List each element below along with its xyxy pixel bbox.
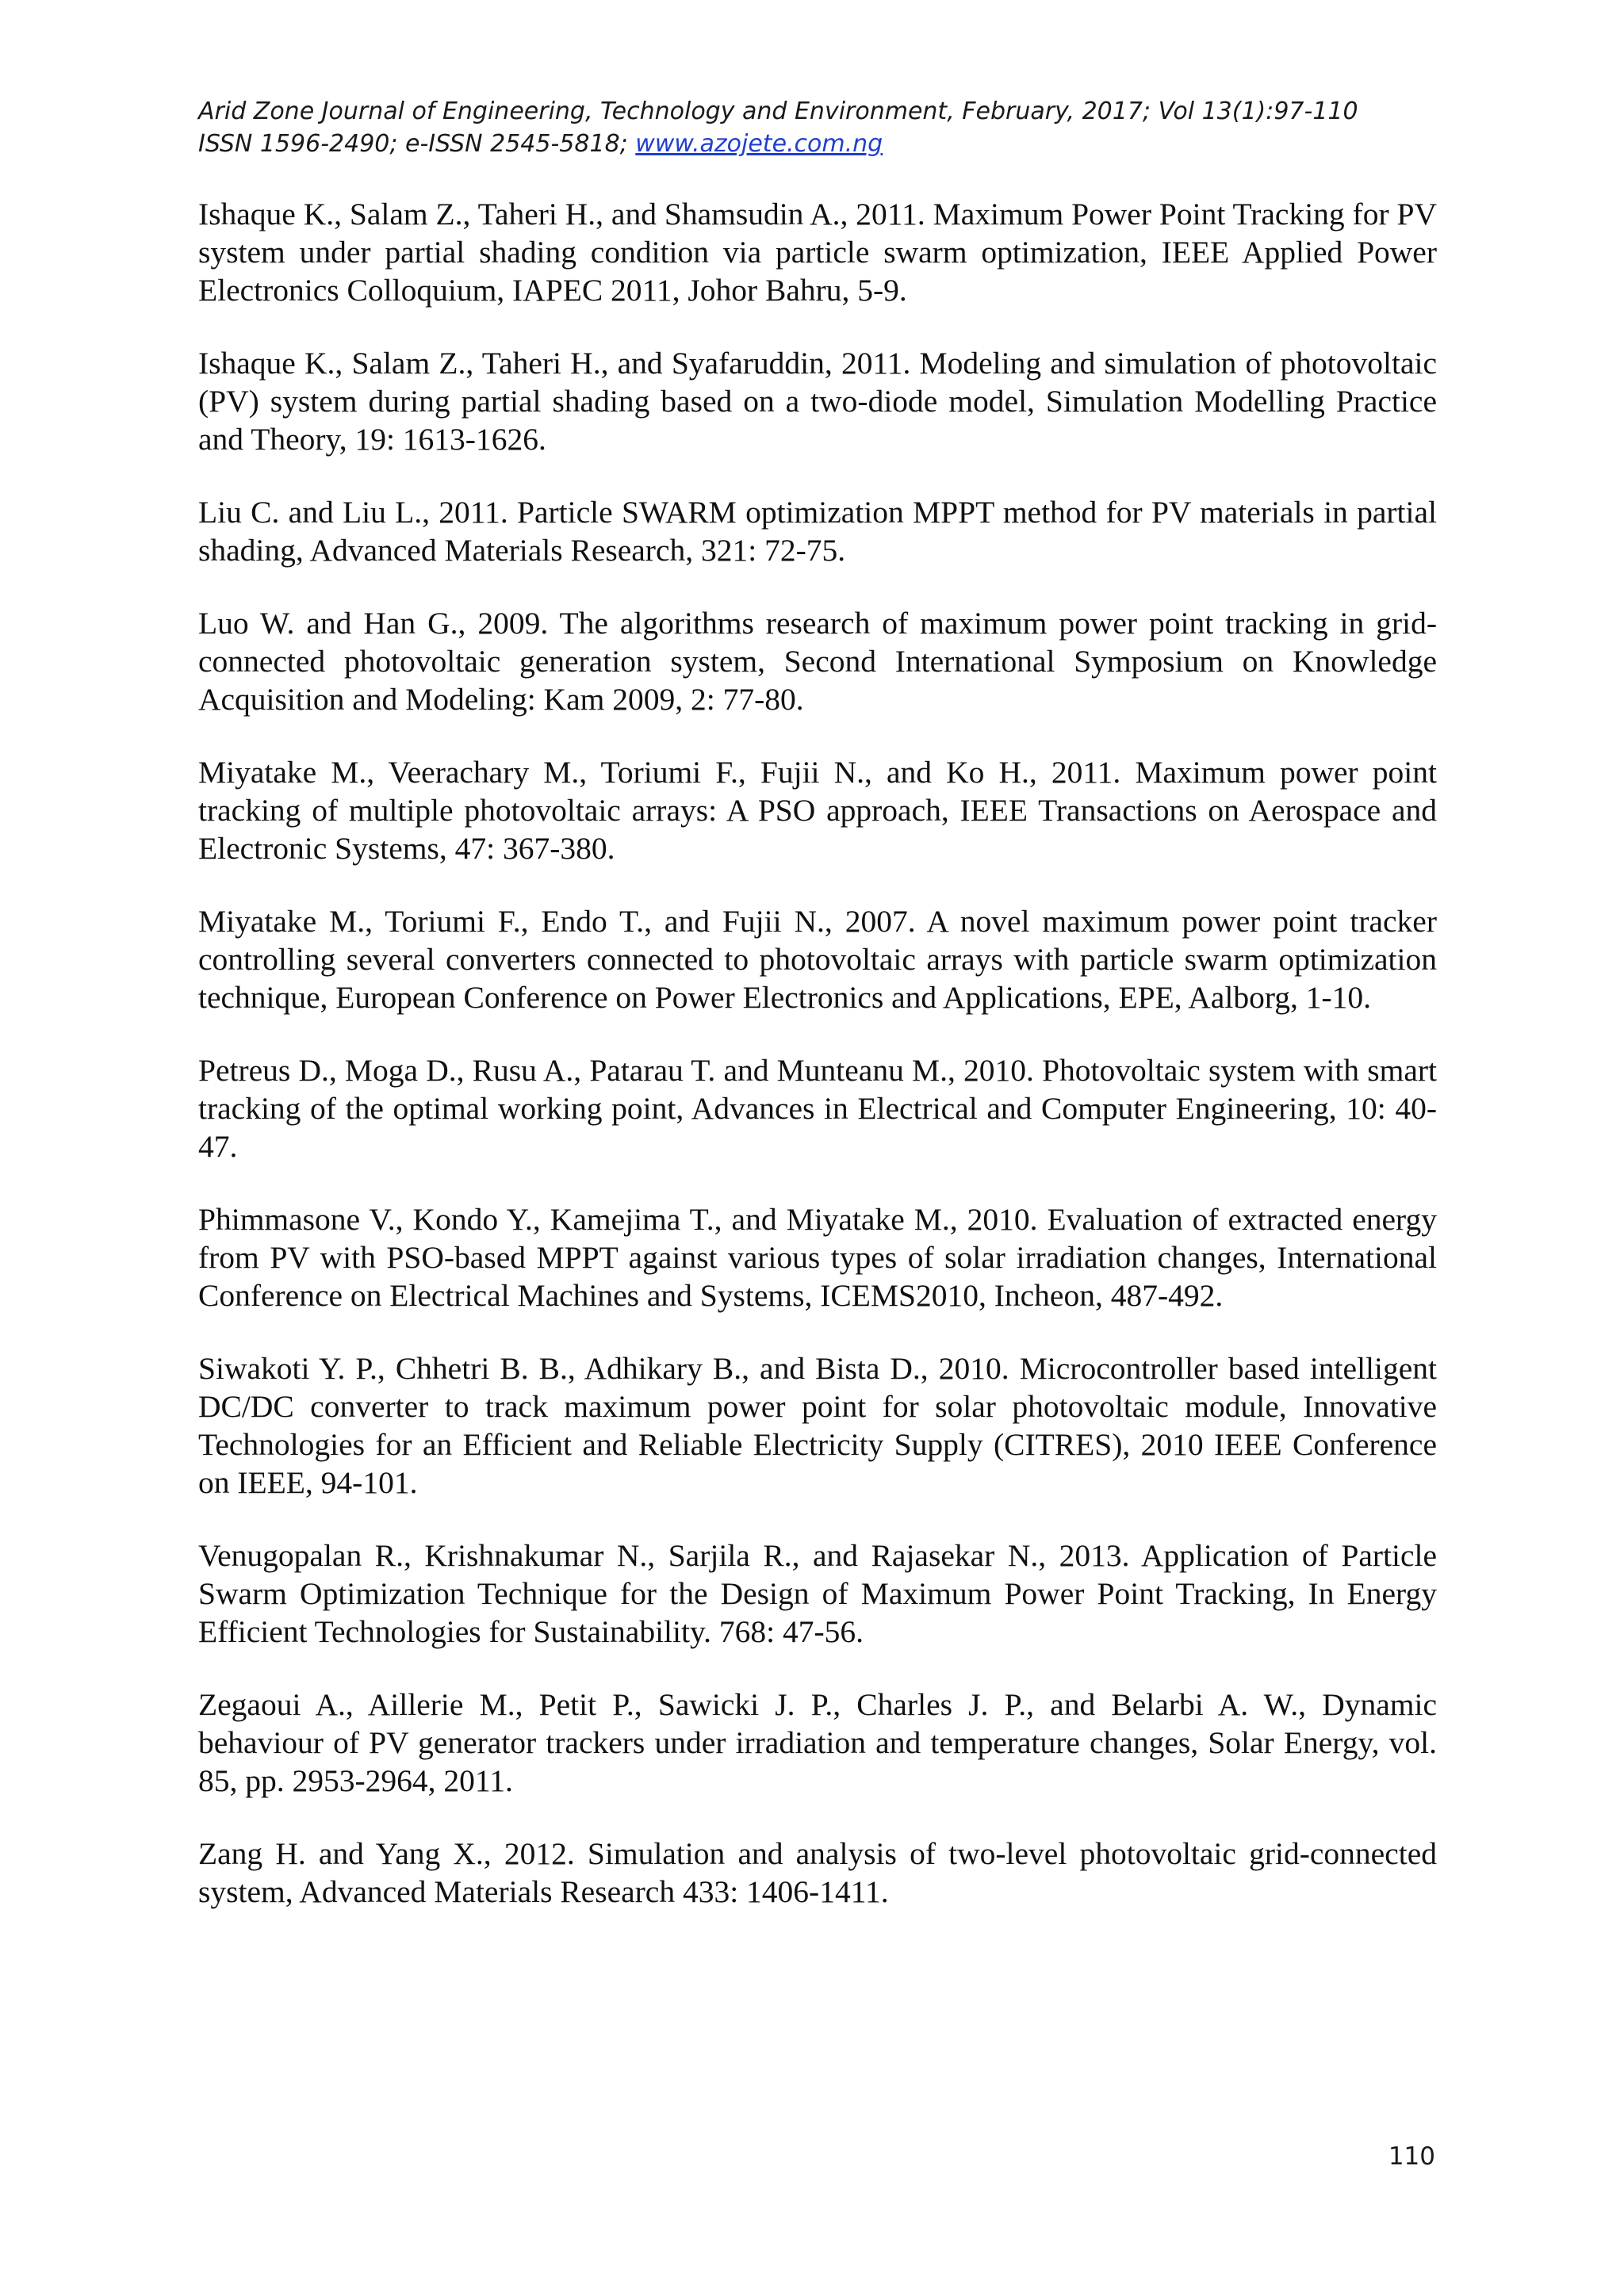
- reference-entry: Ishaque K., Salam Z., Taheri H., and Shamsudin A., 2011. Maximum Power Point Tracking for PV system under partial shading condition via particle swarm optimization, IEEE Applied Power Electronics Colloquium, IAPEC 2011, Johor Bahru, 5-9.: [198, 197, 1437, 308]
- reference-entry: Zegaoui A., Aillerie M., Petit P., Sawicki J. P., Charles J. P., and Belarbi A. W., Dynamic behaviour of PV generator trackers under irradiation and temperature changes, Solar Energy, vol. 85, pp. 2953-2964, 2011.: [198, 1687, 1437, 1798]
- reference-entry: Miyatake M., Veerachary M., Toriumi F., Fujii N., and Ko H., 2011. Maximum power point tracking of multiple photovoltaic arrays: A PSO approach, IEEE Transactions on Aerospace and Electronic Systems, 47: 367-380.: [198, 755, 1437, 866]
- running-header: [198, 95, 1435, 160]
- reference-entry: Luo W. and Han G., 2009. The algorithms research of maximum power point tracking in grid-connected photovoltaic generation system, Second International Symposium on Knowledge Acquisition and Modeling: Kam 2009, 2: 77-80.: [198, 606, 1437, 717]
- issn-line: [198, 128, 1435, 160]
- reference-entry: Phimmasone V., Kondo Y., Kamejima T., and Miyatake M., 2010. Evaluation of extracted energy from PV with PSO-based MPPT against various types of solar irradiation changes, International Conference on Electrical Machines and Systems, ICEMS2010, Incheon, 487-492.: [198, 1202, 1437, 1313]
- reference-list: [198, 195, 1437, 1946]
- reference-entry: Ishaque K., Salam Z., Taheri H., and Syafaruddin, 2011. Modeling and simulation of photovoltaic (PV) system during partial shading based on a two-diode model, Simulation Modelling Practice and Theory, 19: 1613-1626.: [198, 346, 1437, 457]
- reference-entry: Petreus D., Moga D., Rusu A., Patarau T. and Munteanu M., 2010. Photovoltaic system with smart tracking of the optimal working point, Advances in Electrical and Computer Engineering, 10: 40-47.: [198, 1053, 1437, 1164]
- page-number: 110: [1388, 2142, 1435, 2171]
- reference-entry: Siwakoti Y. P., Chhetri B. B., Adhikary B., and Bista D., 2010. Microcontroller based intelligent DC/DC converter to track maximum power point for solar photovoltaic module, Innovative Technologies for an Efficient and Reliable Electricity Supply (CITRES), 2010 IEEE Conference on IEEE, 94-101.: [198, 1351, 1437, 1500]
- journal-title-line: Arid Zone Journal of Engineering, Technology and Environment, February, 2017; Vol 13(1):97-110: [198, 98, 1358, 125]
- journal-website-link[interactable]: www.azojete.com.ng: [635, 130, 883, 158]
- reference-entry: Miyatake M., Toriumi F., Endo T., and Fujii N., 2007. A novel maximum power point tracker controlling several converters connected to photovoltaic arrays with particle swarm optimization technique, European Conference on Power Electronics and Applications, EPE, Aalborg, 1-10.: [198, 904, 1437, 1015]
- reference-entry: Venugopalan R., Krishnakumar N., Sarjila R., and Rajasekar N., 2013. Application of Particle Swarm Optimization Technique for the Design of Maximum Power Point Tracking, In Energy Efficient Technologies for Sustainability. 768: 47-56.: [198, 1538, 1437, 1649]
- issn-text: ISSN 1596-2490; e-ISSN 2545-5818;: [198, 130, 636, 158]
- reference-entry: Zang H. and Yang X., 2012. Simulation and analysis of two-level photovoltaic grid-connected system, Advanced Materials Research 433: 1406-1411.: [198, 1836, 1437, 1909]
- reference-entry: Liu C. and Liu L., 2011. Particle SWARM optimization MPPT method for PV materials in partial shading, Advanced Materials Research, 321: 72-75.: [198, 495, 1437, 568]
